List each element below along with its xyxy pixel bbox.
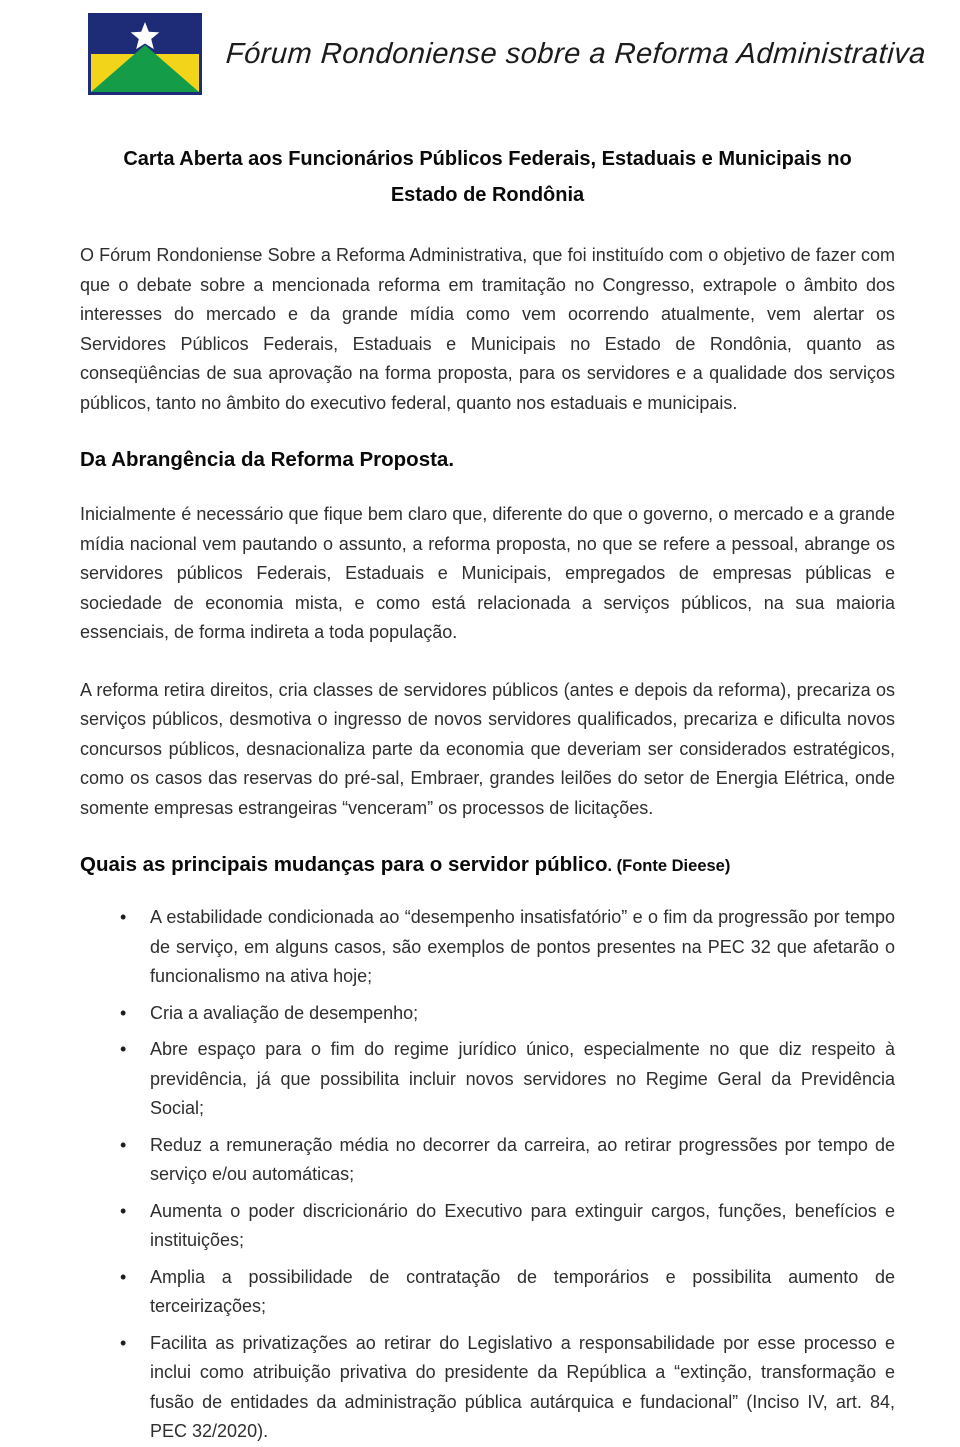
list-item [120,1263,895,1322]
list-item-text: Facilita as privatizações ao retirar do Legislativo a responsabilidade por esse processo e inclui como atribuição privativa do presidente da República a “extinção, transformação e fusão de entidades da administração pública autárquica e fundacional” (Inciso IV, art. 84, PEC 32/2020). [150,1332,895,1441]
section-heading-abrangencia: Da Abrangência da Reforma Proposta. [80,448,455,471]
list-item [120,999,895,1029]
list-item [120,1035,895,1124]
list-item-text: A estabilidade condicionada ao “desempenho insatisfatório” e o fim da progressão por tempo de serviço, em alguns casos, são exemplos de pontos presentes na PEC 32 que afetarão o funcionalismo na ativa hoje; [150,907,895,986]
document-title: Carta Aberta aos Funcionários Públicos Federais, Estaduais e Municipais no Estado de Rondônia [123,148,852,206]
section1-paragraph-2: A reforma retira direitos, cria classes de servidores públicos (antes e depois da reforma), precariza os serviços públicos, desmotiva o ingresso de novos servidores qualificados, precariza e dificulta novos concursos públicos, desnacionaliza parte da economia que deveriam ser considerados estratégicos, como os casos das reservas do pré-sal, Embraer, grandes leilões do setor de Energia Elétrica, onde somente empresas estrangeiras “venceram” os processos de licitações. [80,679,895,818]
section-heading-main-text: Quais as principais mudanças para o servidor público [80,853,608,876]
bullet-icon: • [120,1002,127,1023]
rondonia-flag [88,13,202,95]
bullet-icon: • [120,1332,127,1353]
bullet-icon: • [120,1039,127,1059]
section-heading-mudancas [80,853,895,877]
list-item-text: Amplia a possibilidade de contratação de temporários e possibilita aumento de terceirizações; [150,1266,895,1316]
list-item-text: Cria a avaliação de desempenho; [150,1002,419,1023]
organization-title: Fórum Rondoniense sobre a Reforma Administrativa [224,37,928,70]
section-heading-source-note: . (Fonte Dieese) [607,857,731,875]
rondonia-flag-graphic [88,13,202,95]
list-item [120,1329,895,1447]
bullet-icon: • [120,1134,127,1155]
intro-paragraph: O Fórum Rondoniense Sobre a Reforma Administrativa, que foi instituído com o objetivo de fazer com que o debate sobre a mencionada reforma em tramitação no Congresso, extrapole o âmbito dos interesses do mercado e da grande mídia como vem ocorrendo atualmente, vem alertar os Servidores Públicos Federais, Estaduais e Municipais no Estado de Rondônia, quanto as conseqüências de sua aprovação na forma proposta, para os servidores e a qualidade dos serviços públicos, tanto no âmbito do executivo federal, quanto nos estaduais e municipais. [80,245,895,413]
document-page [0,13,960,1441]
section1-paragraph-1: Inicialmente é necessário que fique bem claro que, diferente do que o governo, o mercado e a grande mídia nacional vem pautando o assunto, a reforma proposta, no que se refere a pessoal, abrange os servidores públicos Federais, Estaduais e Municipais, empregados de empresas públicas e sociedade de economia mista, e como está relacionada a serviços públicos, na sua maioria essenciais, de forma indireta a toda população. [80,504,895,642]
list-item-text: Aumenta o poder discricionário do Executivo para extinguir cargos, funções, benefícios e instituições; [150,1200,895,1250]
letterhead [88,13,928,95]
document-content [0,13,960,1447]
bullet-icon: • [120,1200,127,1221]
changes-bullet-list [120,903,895,1447]
bullet-icon: • [120,907,127,927]
list-item-text: Reduz a remuneração média no decorrer da carreira, ao retirar progressões por tempo de serviço e/ou automáticas; [150,1134,895,1184]
list-item [120,1131,895,1190]
list-item [120,1197,895,1256]
list-item [120,903,895,992]
bullet-icon: • [120,1266,127,1287]
list-item-text: Abre espaço para o fim do regime jurídico único, especialmente no que diz respeito à previdência, já que possibilita incluir novos servidores no Regime Geral da Previdência Social; [150,1039,895,1118]
